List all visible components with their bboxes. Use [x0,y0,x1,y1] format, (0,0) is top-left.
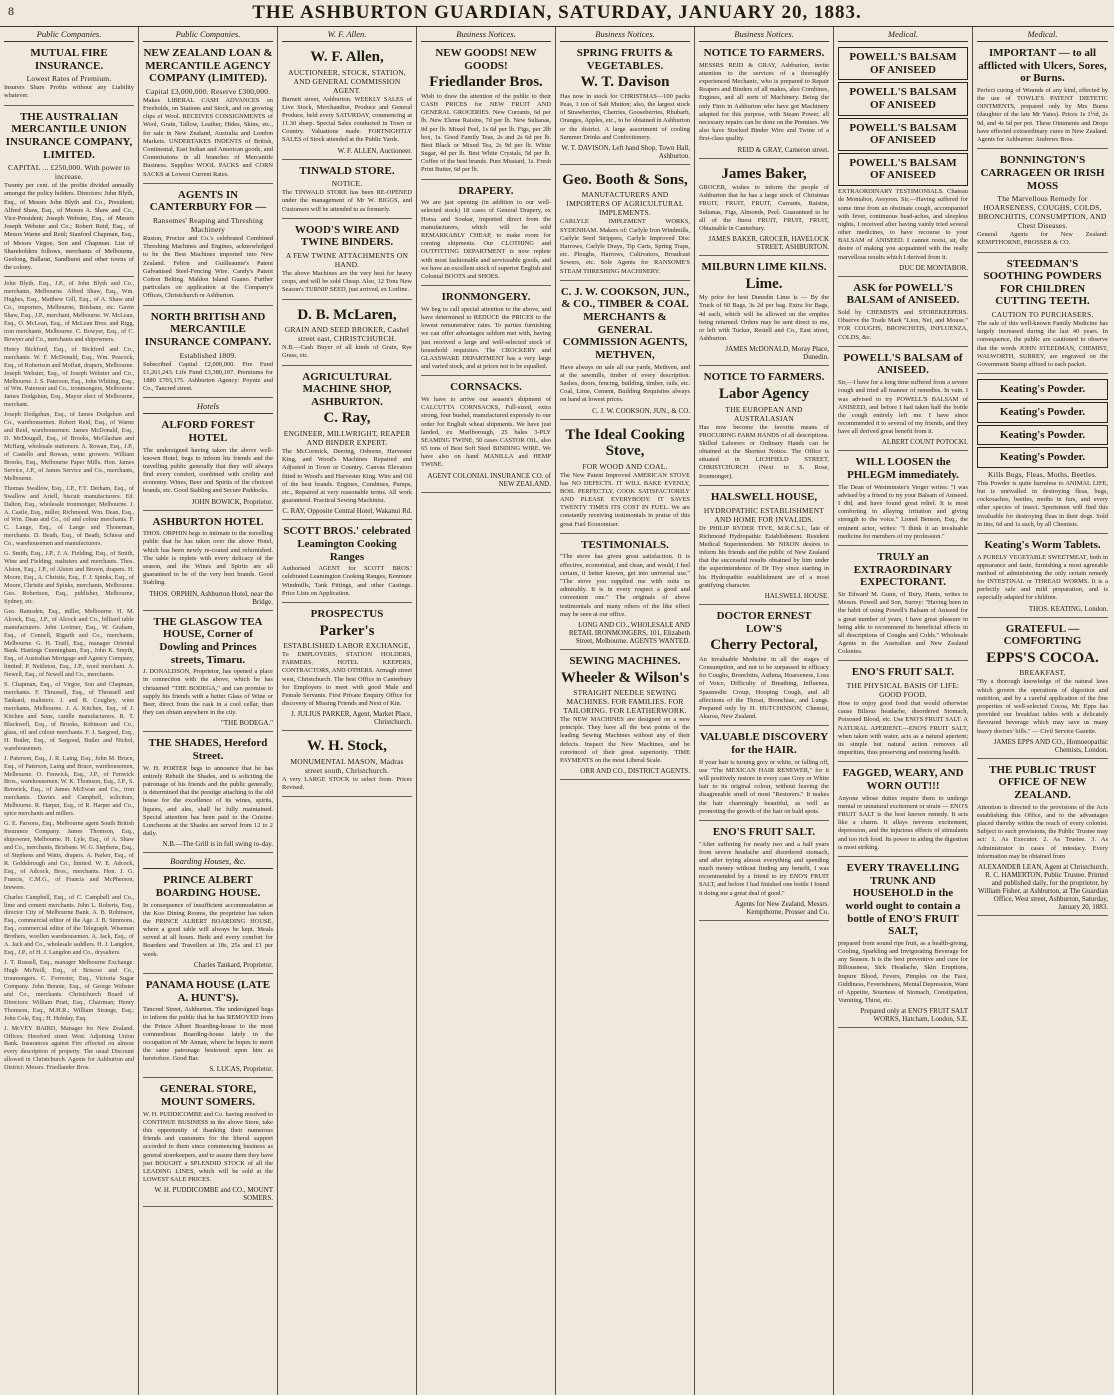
ad-subtitle: ESTABLISHED LABOR EXCHANGE, [283,641,411,651]
advertisement [838,280,968,347]
advertisement [560,423,690,534]
advertisement [977,45,1108,149]
ad-subtitle: Capital £3,000,000. Reserve £300,000. [145,86,271,96]
ad-title: ALFORD FOREST HOTEL [161,419,255,444]
ad-display-name: Friedlander Bros. [429,74,543,91]
column-header: Public Companies. [143,29,273,42]
ad-title: Keating's Powder. [977,447,1108,468]
advertisement [838,454,968,546]
ad-body: J. DONALDSON, Proprietor, has opened a place in connection with the above, which he has christened "THE BODEGA," and can promise to supply his friends with a better Glass of Wine or Beer, direct from the cask in a cool cellar, than they can obtain anywhere in the city. [143,668,273,717]
ad-title: PRINCE ALBERT BOARDING HOUSE. [155,874,261,899]
advertisement [282,606,412,731]
advertisement [143,45,273,184]
ad-title: ENO'S FRUIT SALT. [851,666,955,679]
list-item: John Blyth, Esq., J.P., of John Blyth and Co., merchants, Melbourne. Alfred Shaw, Esq., Wm. Hughes, Esq., Matthew Gill, Esq., of A. Shaw and Co., importers, Melbourne, Brisbane, etc. Gavin Shaw, Esq., J.P., merchant, Melbourne. W. McLean, Esq., O. McLean, Esq., of McLean Bros. and Rigg, iron merchants, Melbourne. C. Bowyer, Esq., of C. Bowyer and Co., merchants and shipowners. [4,280,134,343]
ad-display-name: W. T. Davison [580,74,670,91]
ad-body: Ruston, Proctor and Co.'s celebrated Combined Threshing Machines and Engines, acknowledged to be the Best Machines imported into New Zealand. Felton and Guilleaume's Patent Galvanised Steel-Fencing Wire. Candy's Patent Cotton Belting. Maldon Island Guano. Further particulars on application at the Company's Offices, Christchurch or Ashburton. [143,235,273,300]
ad-body: The McCormick, Deering, Osborne, Harvester King, and Wood's Machines Repaired and Adjusted in Town or Country. Canvas Elevators fitted to Wood's and Harvester King. Wire and Oil of the best brands. Engines, Combines, Pumps, etc., Repaired at very reasonable terms. All work guaranteed. Practical Sewing Machinist. [282,447,412,505]
ad-title: BONNINGTON'S CARRAGEEN OR IRISH MOSS [980,154,1105,192]
ad-subtitle: THE EUROPEAN AND AUSTRALASIAN [725,404,803,423]
ad-signature: ALEXANDER LEAN, Agent at Christchurch. R. C. HAMERTON, Public Trustee. Printed and published daily, for the proprietor, by William Fisher, at Ashburton, at The Guardian Office, West street, Ashburton, Saturday, January 20, 1883. [978,863,1108,911]
column [556,27,695,1395]
ad-title: GRATEFUL — COMFORTING [1003,622,1082,648]
list-item: Charles Campbell, Esq., of C. Campbell and Co., lime and cement merchants. John L. Roberts, Esq., director City of Melbourne Bank. A. B. Robinson, Esq., commercial editor of the Age. J. B. Simmons, Esq., commercial editor of the Telegraph. Wiseman Brothers, woollen warehousemen. A. Jack, Esq., of A. Jack and Co., wholesale saddlers. H. J. Langdon, Esq., J.P., of H. J. Langdon and Co., drysalters. [4,893,134,957]
ad-title: THE GLASGOW TEA HOUSE, Corner of Dowling and Princes streets, Timaru. [153,615,263,666]
advertisement [699,729,829,821]
ad-subtitle: ENGINEER, MILLWRIGHT, REAPER AND BINDER EXPERT. [283,428,411,447]
ad-title: POWELL'S BALSAM of ANISEED. [843,351,963,377]
ad-subtitle: BREAKFAST. [1019,668,1066,678]
ad-signature: W. F. ALLEN, Auctioneer. [337,146,412,155]
columns [0,27,1114,1395]
masthead [0,0,1114,27]
list-item: J. McVEY BAIRD, Manager for New Zealand. Offices: Hereford street West. Adjoining Union Bank. Insurances against Fire effected on almost every description of property. The usual Discount allowed in Christchurch. Agents for Ashburton and District: Messrs. Friedlander Bros. [4,1024,134,1072]
advertisement [977,256,1108,375]
ad-title: PROSPECTUS [310,607,384,620]
ad-signature: C. J. W. COOKSON, JUN., & CO. [592,406,690,415]
ad-signature: HALSWELL HOUSE. [764,592,829,600]
ad-body: Tancred Street, Ashburton. The undersigned begs to inform the public that he has REMOVED from the Prince Albert Boarding-house to the most commodious Boarding-house lately in the occupation of Mr Annan, where he hopes to merit the same patronage bestowed upon him as heretofore. Good Bar. [143,1006,273,1063]
ad-body: The TINWALD STORE has been RE-OPENED under the management of Mr W. BIGGS, and Customers will be attended to as formerly. [282,189,412,213]
ad-signature: W. T. DAVISON, Left hand Shop, Town Hall, Ashburton. [561,143,690,160]
ad-display-name: Lime. [745,275,783,292]
ad-display-name: Cherry Pectoral, [710,637,818,654]
advertisement [421,289,551,376]
ad-title: Keating's Powder. [977,379,1108,400]
ad-body: Makes LIBERAL CASH ADVANCES on Freeholds, on Stations and Stock, and on growing clips of Wool. RECEIVES CONSIGNMENTS of Wool, Grain, Tallow, Leather, Hides, Skins, etc., for sale in New Zealand, Australia and London Markets. UNDERTAKES INDENTS of British, Continental, East Indian and American goods, and Commissions in all branches of Mercantile Business. Supplies WOOL PACKS and CORN SACKS at Lowest Current Rates. [143,96,273,178]
ad-title: NEW GOODS! NEW GOODS! [435,47,537,72]
ad-body: Anyone whose duties require them to undergo mental or unnatural excitement or strain — ENO'S FRUIT SALT is the best known remedy. It acts like a charm. It allays nervous excitement, depression, and the injurious effects of stimulants and too rich food. Its power in aiding the digestion is most striking. [838,794,968,851]
column [278,27,417,1395]
advertisement [143,187,273,306]
ad-display-name: Labor Agency [718,386,810,403]
ad-signature: Charles Tankard, Proprietor. [193,960,273,969]
ad-title: PANAMA HOUSE (LATE A. HUNT'S). [145,978,271,1004]
ad-signature: W. H. PUDDICOMBE and CO., MOUNT SOMERS. [154,1186,273,1203]
ad-title: GENERAL STORE, MOUNT SOMERS. [159,1083,257,1109]
ad-body: The New Patent Improved AMERICAN STOVE has NO DEFECTS. IT WILL BAKE EVENLY, BOIL PERFECTLY, COOK SATISFACTORILY AND PLEASE EVERYBODY. IT SAVES TWENTY TIMES ITS COST IN FUEL. We are constantly receiving testimonials in praise of this great Fuel Economiser. [560,471,690,528]
ad-subtitle: Ransomes' Reaping and Threshing Machinery [152,216,264,235]
shareholder-list [4,280,134,1072]
page-number: 8 [8,4,14,18]
ad-title: FAGGED, WEARY, AND WORN OUT!!! [842,767,964,793]
ad-subtitle: AUCTIONEER, STOCK, STATION, AND GENERAL COMMISSION AGENT. [288,67,406,95]
advertisement [977,762,1108,916]
advertisement [560,284,690,420]
ad-title: NOTICE TO FARMERS. [703,47,825,59]
ad-subtitle: THE PHYSICAL BASIS OF LIFE: GOOD FOOD. [846,681,960,700]
ad-body: prepared from sound ripe fruit, as a health-giving, Cooling, Sparkling and Invigorating Beverage for any Season. It is the best preventive and cure for Biliousness, Sick Headache, Skin Eruptions, Impure Blood, Fevers, Pimples on the Face, Giddiness, Feverishness, Mental Depression, Want of Appetite, Sourness of Stomach, Constipation, Vomiting, Thirst, etc. [838,939,968,1005]
column [139,27,278,1395]
ad-subtitle: Established 1809. [179,350,237,360]
ad-signature: S. LUCAS, Proprietor. [209,1065,273,1074]
ad-title: ASHBURTON HOTEL [152,515,264,528]
advertisement [838,549,968,661]
column-header: Business Notices. [421,29,551,42]
advertisement [143,514,273,611]
advertisement [282,369,412,521]
ad-body: "After suffering for nearly two and a half years from severe headache and disordered stomach, and after trying almost everything and spending much money without finding any benefit, I was recommended by a friend to try ENO'S FRUIT SALT, and before I had finished one bottle I found it doing me a great deal of good." [699,840,829,897]
ad-title: THE AUSTRALIAN MERCANTILE UNION INSURANCE COMPANY, LIMITED. [5,110,133,161]
ad-subtitle: Kills Bugs, Fleas, Moths, Beetles. [988,469,1097,479]
advertisement [699,369,829,485]
ad-body: GROCER, wishes to inform the people of Ashburton that he has a large stock of Christmas FRUIT, FRUIT, FRUIT, Currants, Raisins, Sultanas, Figs, Almonds, Peel. Guaranteed to be all of the finest FRUIT, FRUIT, FRUIT, Obtainable in Canterbury. [699,184,829,232]
ad-body: If your hair is turning grey or white, or falling off, use "The MEXICAN HAIR RENEWER," for it will positively restore in every case Grey or White hair to its original colour, without leaving the disagreeable smell of most "Restorers." It makes the hair charmingly beautiful, as well as promoting the growth of the hair on bald spots. [699,758,829,815]
list-item: Joseph Dodgshun, Esq., of James Dodgshun and Co., warehousemen. Robert Reid, Esq., of Warne and Reid, warehousemen. James McDonald, Esq., D. McDougall, Esq., of Brooks, McGlashan and McHarg, wholesale stationers. A. Rowan, Esq., J.P., of Castello and Rowan, wine growers. William Brooks, Esq., Melbourne Paper Mills. Hon. James Service, J.P., of James Service and Co., merchants, Melbourne. [4,411,134,482]
ad-title: AGRICULTURAL MACHINE SHOP, ASHBURTON. [302,370,392,408]
advertisement [143,735,273,853]
column-header: Business Notices. [699,29,829,42]
ad-title: IRONMONGERY. [441,291,531,304]
ad-body: "By a thorough knowledge of the natural laws which govern the operations of digestion and nutrition, and by a careful application of the fine properties of well-selected Cocoa, Mr. Epps has provided our breakfast tables with a delicately flavoured beverage which may save us many heavy doctors' bills." — Civil Service Gazette. [977,678,1108,735]
advertisement [282,45,412,160]
ad-title: DRAPERY. [458,184,514,197]
ad-title: TESTIMONIALS. [581,538,669,551]
advertisement [977,537,1108,618]
ad-title: POWELL'S BALSAM OF ANISEED [838,118,968,151]
ad-title: THE SHADES, Hereford Street. [148,737,268,762]
ad-title: POWELL'S BALSAM OF ANISEED [838,153,968,186]
advertisement [421,379,551,492]
advertisement [838,664,968,762]
ad-signature: JAMES McDONALD, Moray Place, Dunedin. [725,345,829,362]
ad-title: Keating's Worm Tablets. [984,538,1101,551]
ad-title: W. H. Stock, [307,738,387,755]
ad-title: D. B. McLaren, [297,306,397,323]
ad-title: SPRING FRUITS & VEGETABLES. [576,47,674,72]
ad-body: Dr PHILIP RYDER TIVE, M.R.C.S.I., late of Richmond Hydropathic Establishment. Resident Medical Superintendent. Mr NIXON desires to inform his friends and the public of New Zealand that the successful results obtained by him under the superintendence of Dr Tivy since starting in his Hydropathic establishment are of a most gratifying character. [699,524,829,589]
advertisement [143,309,273,399]
ad-body: THOS. ORPHIN begs to intimate to the travelling public that he has taken over the above Hotel, which has been newly re-coated and refurnished. The table is replete with every delicacy of the season, and the Wines and Spirits are all guaranteed to be of the very best brands. Good Stabling. [143,530,273,587]
ad-title: IMPORTANT — to all afflicted with Ulcers, Sores, or Burns. [978,47,1107,85]
ad-body: My price for best Dunedin Lime is — By the Truck of 60 Bags, 3s 2d per bag. Extra for Bags, 4d each, which will be allowed on the empties being returned. Orders may be sent direct to me, or left with Tucker, Restell and Co., East street, Ashburton. [699,294,829,343]
column [695,27,834,1395]
advertisement [282,222,412,300]
ad-subtitle: HYDROPATHIC ESTABLISHMENT AND HOME FOR INVALIDS. [703,505,825,524]
ad-title: NOTICE TO FARMERS. [703,371,825,384]
ad-title: C. J. W. COOKSON, JUN., & CO., TIMBER & COAL MERCHANTS & GENERAL COMMISSION AGENTS, METHVEN, [560,285,690,361]
ad-title: Keating's Powder. [977,425,1108,446]
ad-title: HALSWELL HOUSE, [710,490,818,503]
advertisement [699,162,829,257]
advertisement [143,872,273,974]
advertisement [143,614,273,733]
advertisement [699,608,829,726]
list-item: G. Smith, Esq., J.P., J. A. Fielding, Esq., of Smith, Wine and Fielding, maltsters and merchants. Thos. Alston, Esq., J.P., of Alston and Brown, drapers. H. Moore, Esq., A. Christie, Esq., F. J. Spinks, Esq., of Moore, Christie and Spinks, merchants, Melbourne. Geo. Robertson, Esq., publisher, Melbourne, Sydney, etc. [4,550,134,605]
ad-title: WILL LOOSEN the PHLEGM immediately. [847,456,959,482]
ad-body: The undersigned having taken the above well-known Hotel, begs to inform his friends and the travelling public generally that they will always find every comfort, combined with civility and economy. Wines, Beer and Spirits of the choicest brands, etc. Good Stabling and Secure Paddocks. [143,446,273,495]
ad-title: ASK for POWELL'S BALSAM of ANISEED. [846,281,960,307]
list-item: J. T. Russell, Esq., manager Melbourne Exchange. Hugh McNeill, Esq., of Briscoe and Co., ironmongers. C. Forrester, Esq., Victoria Sugar Company. John Bennie, Esq., of George Webster and Co., merchants. Christchurch Board of Directors: William Pratt, Esq., Chairman; Henry Thomson, Esq., M.H.R.; William Strange, Esq.; John Cole, Esq.; H. Hobday, Esq. [4,959,134,1022]
advertisement [282,163,412,219]
list-item: G. E. Parsons, Esq., Melbourne agent South British Insurance Company. James Thomson, Esq., shipowner, Melbourne. H. Lyle, Esq., of A. Shaw and Co., merchants, Brisbane. W. G. Stephens, Esq., of Stephens and Watts, drapers. A. Parker, Esq., of R. Goldsbrough and Co., limited. W. E. Adcock, Esq., of Adcock, Bros., merchants. Hon. J. G. Francis, C.M.G., of Francis and McPherson, brewers. [4,820,134,891]
section-header: Hotels [143,401,273,414]
ad-subtitle: A FEW TWINE ATTACHMENTS ON HAND. [285,251,409,270]
column [973,27,1112,1395]
ad-body: We have to arrive our season's shipment of CALCUTTA CORNSACKS, Full-sized, extra strong, four bushel, manufactured expressly to our order for English wheat shipments. We have just landed, ex Marlborough, 25 bales 3-PLY SEAMING TWINE, 50 cases CASTOR OIL, also 65 tons of Best Soft Steel BINDING WIRE. We have also on hand MANILLA and HEMP TWINE. [421,395,551,469]
column-header: Business Notices. [560,29,690,42]
ad-signature: THOS. ORPHIN, Ashburton Hotel, near the Bridge. [149,589,273,606]
ad-signature: AGENT COLONIAL INSURANCE CO. of NEW ZEALAND. [427,471,551,488]
advertisement [421,45,551,180]
advertisement [977,152,1108,252]
ad-body: A very LARGE STOCK to select from. Prices Revised. [282,775,412,792]
ad-body: The Dean of Westminster's Verger writes: "I was advised by a friend to try your Balsam of Aniseed. I did, and have found great relief. It is most comforting in allaying irritation and giving strength to the voice." Lionel Benson, Esq., the eminent actor, writes: "I think it an invaluable medicine for members of my profession." [838,483,968,540]
ad-title: NEW ZEALAND LOAN & MERCANTILE AGENCY COMPANY (LIMITED). [143,47,273,85]
ad-signature: ORR AND CO., DISTRICT AGENTS. [580,767,690,776]
ad-signature: Agents for New Zealand, Messrs. Kempthorne, Prosser and Co. [734,899,829,916]
advertisement [838,45,968,277]
column-header: Medical. [977,29,1108,42]
ad-subtitle: FOR WOOD AND COAL. [582,461,668,471]
ad-body: The sale of this well-known Family Medicine has largely increased during the last 40 years. In consequence, the public are cautioned to observe that the words JOHN STEEDMAN, CHEMIST, WALWORTH, SURREY, are engraved on the Government Stamp affixed to each packet. [977,320,1108,369]
ad-title: MUTUAL FIRE INSURANCE. [30,47,108,72]
ad-subtitle: MANUFACTURERS AND IMPORTERS OF AGRICULTURAL IMPLEMENTS. [566,190,684,218]
ad-title: SCOTT BROS.' celebrated Leamington Cooking Ranges [283,525,411,563]
list-item: Geo. Ramsden, Esq., miller, Melbourne. H. M. Alcock, Esq., J.P., of Alcock and Co., billiard table manufacturers. John Lorimer, Esq., W. Graham, Esq., of Connell, Rigarth and Co., merchants, Melbourne. G. H. Traill, Esq., manager Oriental Bank. Hastings Cunningham, Esq., John K. Smyth, Esq., of Australian Mortgage and Agency Company, limited. P. Nettleton, Esq., J.P., wool merchant. A. Newell, Esq., of Newell and Co., merchants. [4,607,134,679]
advertisement [282,523,412,603]
ad-title: NORTH BRITISH AND MERCANTILE INSURANCE COMPANY. [144,310,272,348]
ad-body: EXTRAORDINARY TESTIMONIALS. Chateau de Montabor, Aveyron. Sir,—Having suffered for some time from an obstinate cough, accompanied with fever, continuous head-aches, and sleepless nights, I received after having vainly tried several other medicines, to have recourse to your BALSAM of ANISEED. I cannot resist, sir, the desire of making you acquainted with the really marvellous results which I derived from it. [838,188,968,261]
ad-title: TRULY an EXTRAORDINARY EXPECTORANT. [853,551,953,589]
advertisement [699,259,829,366]
ad-title: Keating's Powder. [977,402,1108,423]
ad-title: ENO'S FRUIT SALT. [712,825,816,838]
ad-body: W. H. PORTER begs to announce that he has entirely Rebuilt the Shades, and is soliciting the patronage of his friends and the public generally, is determined that the prestige attaching to the old house for the excellence of its wines, spirits, liquors, and ales, shall be fully maintained. Special attention has been paid to the Cuisine. Luncheons at the Shades are served from 12 to 2 daily. [143,764,273,838]
ad-body: Has now in stock for CHRISTMAS—100 packs Peas, 1 ton of Salt Mutton; also, the largest stock of Strawberries, Cherries, Gooseberries, Rhubarb, Oranges, Apples, etc., to be obtained in Ashburton or the district. A large assortment of cooling Summer Drinks and Confectionery. [560,92,690,141]
advertisement [560,653,690,780]
ad-title: DOCTOR ERNEST LOW'S [716,610,812,635]
ad-signature: "THE BODEGA." [221,719,273,728]
ad-title: SEWING MACHINES. [569,654,681,667]
column-header: W. F. Allen. [282,29,412,42]
ad-body: We are just opening (in addition to our well-selected stock) 18 cases of General Drapery, ex Horsa and Soukar, imported direct from the manufacturers, which will be sold REMARKABLY CHEAP, to make room for coming shipments. Our CLOTHING and OUTFITTING DEPARTMENT is now replete with most fashionable and serviceable goods, and we have an excellent stock of superior English and Colonial BOOTS and SHOES. [421,199,551,280]
ad-body: To EMPLOYERS, STATION HOLDERS, FARMERS, HOTEL KEEPERS, CONTRACTORS, AND OTHERS. Armagh street west, Christchurch. The best Office in Canterbury for Employers to meet with good Male and Female Servants. First Private Enquiry Office for discovery of Missing Friends and Next of Kin. [282,651,412,708]
advertisement [977,621,1108,759]
ad-title: James Baker, [721,165,807,182]
ad-signature: LONG AND CO., WHOLESALE AND RETAIL IRONMONGERS, 101, Elizabeth Street, Melbourne. AGENTS WANTED. [568,620,690,645]
ad-body: The above Machines are the very best for heavy crops, and will be sold Cheap. Also, 12 Tons New Season's TURNIP SEED, just arrived, ex Lorline. [282,270,412,294]
ad-signature: Prepared only at ENO'S FRUIT SALT WORKS, Hatcham, London, S.E. [860,1007,968,1024]
ad-title: THE PUBLIC TRUST OFFICE OF NEW ZEALAND. [989,763,1096,802]
list-item: Henry Bickford, Esq., of Bickford and Co., merchants. W. F. McDonald, Esq., Wm. Peacock, Esq., of Robertson and Moffatt, drapers, Melbourne. Joseph Webster, Esq., of Joseph Webster and Co., Melbourne. J. S. Paterson, Esq., John Whiting, Esq., of Wm. Paterson and Co., ironmongers, Melbourne. James Dodgshun, Esq., Mayor elect of Melbourne, merchant. [4,345,134,409]
ad-title: POWELL'S BALSAM OF ANISEED [838,82,968,115]
ad-signature: THOS. KEATING, London. [1028,604,1108,613]
ad-signature: DUC DE MONTABOR. [899,263,968,272]
advertisement [838,765,968,857]
ad-body: Insurers Share Profits without any Liability whatever. [4,84,134,100]
ad-body: This Powder is quite harmless to ANIMAL LIFE, but is unrivalled in destroying fleas, bugs, cockroaches, beetles, moths in furs, and every other species of insect. Sportsmen will find this invaluable for destroying fleas in their dogs. Sold in tins, 6d and 1s each, by all Chemists. [977,479,1108,528]
ad-body: In consequence of insufficient accommodation at the Koo Dining Rooms, the proprietor has taken the PRINCE ALBERT BOARDING HOUSE, where a good table will always be kept. Meals served at all hours. Beds and every comfort for Boarders and Travellers at 18s, 25s and £1 per week. [143,901,273,958]
ad-signature: N.B.—The Grill is in full swing to-day. [162,840,273,849]
ad-display-name: Parker's [319,622,375,639]
ad-subtitle: MONUMENTAL MASON, Madras street south, Christchurch. [290,756,404,775]
advertisement [143,417,273,510]
ad-display-name: C. Ray, [323,410,371,427]
ad-signature: JOHN BOWICK, Proprietor. [191,497,273,506]
ad-body: Attention is directed to the provisions of the Acts establishing this Office, and to the advantages placed thereby within the reach of every colonist. Subject to such provisions, the Public Trustee may act: 1. As Executor. 2. As Trustee. 3. As Administrator in cases of intestacy. Every information may be obtained from [977,803,1108,860]
ad-signature: JAMES BAKER, GROCER, HAVELOCK STREET, ASHBURTON. [708,235,829,252]
advertisement [560,45,690,165]
column [417,27,556,1395]
ad-body: The NEW MACHINES are designed on a new principle. They have all the best points of the leading Sewing Machines without any of their defects. Inspect the New Machines, and be convinced of their great superiority. TIME PAYMENTS on the most Liberal Scale. [560,716,690,765]
ad-body: Sir,—I have for a long time suffered from a severe cough and tried all manner of remedies. In vain. I was advised to try POWELL'S BALSAM of ANISEED, and before I had taken half the bottle the cough entirely left me. I have since recommended it to several of my friends, and they have all derived great benefit from it. [838,379,968,436]
ad-body: General Agents for New Zealand: KEMPTHORNE, PROSSER & CO. [977,231,1108,247]
advertisement [143,1081,273,1207]
advertisement [699,45,829,159]
ad-title: AGENTS IN CANTERBURY FOR — [149,188,267,214]
ad-signature: JAMES EPPS AND CO., Homoeopathic Chemists, London. [993,737,1108,754]
ad-body: Twenty per cent. of the profits divided annually amongst the policy holders. Directors: John Blyth, Esq., of Messrs John Blyth and Co., President; Alfred Shaw, Esq., of Messrs A. Shaw and Co., Vice-President; Joseph Webster, Esq., of Messrs Joseph Webster and Co.; Robert Reid, Esq., of Messrs Warne and Reid; Stanford Chapman, Esq., of Messrs Virgoe, Son and Chapman. List of Shareholders follows, merchants of Melbourne, Geelong, Ballarat, Sandhurst and other towns of the colony. [4,182,134,272]
ad-title: Geo. Booth & Sons, [562,171,688,188]
ad-subtitle: CAUTION TO PURCHASERS. [991,310,1094,320]
advertisement [282,303,412,366]
ad-subtitle: Lowest Rates of Premium. [26,74,112,84]
advertisement [699,824,829,921]
list-item: S. Chapman, Esq., of Virgoe, Son and Chapman, merchants. F. Thrussell, Esq., of Thrussell and Tankard, maltsters. J. and R. Coughey, wine merchants, Melbourne. J. A. Kitchen, Esq., of J. Kitchen and Sons, candle manufacturers. R. T. Blackwell, Esq., of Brooks, Robinson and Co., glass, oil and colour merchants. F. J. Sargood, Esq., H. Butler, Esq., of Sargood, Butler and Nichol, warehousemen. [4,681,134,752]
ad-title: POWELL'S BALSAM OF ANISEED [838,47,968,80]
ad-body: Sir Edward M. Gunn, of Bury, Hants, writes to Messrs. Powell and Son, Surrey: "Having been in the habit of using Powell's Balsam of Aniseed for a great number of years, I have great pleasure in being able to recommend its beneficial effects in all descriptions of Coughs and Colds." Wholesale Agents in the Australian and New Zealand Colonies. [838,590,968,656]
ad-title: STEEDMAN'S SOOTHING POWDERS FOR CHILDREN CUTTING TEETH. [983,257,1102,308]
list-item: J. Paterson, Esq., J. R. Laing, Esq., John M. Bruce, Esq., of Paterson, Laing and Bruce, warehousemen, Melbourne. O. Fenwick, Esq., J.P., of Fenwick Bros., warehousemen. W. K. Thomson, Esq., J.P., S. Renwick, Esq., of James McEwan and Co., iron merchants. Davies and Campbell, solicitors, Melbourne. R. Harper, Esq., of R. Harper and Co., spice merchants and millers. [4,754,134,818]
ad-subtitle: The Marvellous Remedy for HOARSENESS, COUGHS, COLDS, BRONCHITIS, CONSUMPTION, AND Chest Diseases. [978,194,1107,231]
ad-body: Has now become the favorite means of PROCURING FARM HANDS of all descriptions. Skilled Laborers or Ordinary Hands can be obtained at the Shortest Notice. The Office is situated in LICHFIELD STREET, CHRISTCHURCH (Next to S. Rose, Ironmonger). [699,423,829,480]
advertisement [421,183,551,287]
ad-title: CORNSACKS. [450,381,522,394]
ad-body: CARLYLE IMPLEMENT WORKS, SYDENHAM. Makers of: Carlyle Iron Windmills, Carlyle Seed Strippers, Carlyle Improved Disc Harrows, Carlyle Drays, Tip Carts, Spring Traps, etc. Ploughs, Harrows, Cultivators, Broadcast Sowers, etc. Sole Agents for RANSOME'S STEAM THRESHING MACHINERY. [560,218,690,275]
advertisement [699,489,829,605]
ad-title: MILBURN LIME KILNS. [701,261,827,274]
ad-title: VALUABLE DISCOVERY for the HAIR. [699,731,829,756]
ad-subtitle: CAPITAL ... £250,000. With power to increase. [8,163,130,182]
ad-subtitle: STRAIGHT NEEDLE SEWING MACHINES. FOR FAMILIES. FOR TAILORING. FOR LEATHERWORK. [563,688,687,716]
ad-display-name: EPPS'S COCOA. [986,649,1099,666]
advertisement [4,109,134,278]
newspaper-title: THE ASHBURTON GUARDIAN, SATURDAY, JANUARY 20, 1883. [252,2,862,23]
column-header: Public Companies. [4,29,134,42]
ad-signature: REID & GRAY, Cameron street. [737,145,829,154]
ad-body: We beg to call special attention to the above, and have determined to REDUCE the PRICES to the lowest remunerative rates. To parties furnishing we can offer advantages seldom met with, having just received a large and well-selected stock of household requisites. The CROCKERY and GLASSWARE DEPARTMENT has a very large and varied stock, and at prices not to be equalled. [421,305,551,371]
list-item: Thomas Swallow, Esq., J.P., F.T. Derham, Esq., of Swallow and Ariell, biscuit manufacturers. Ed. Dalton, Esq., wholesale ironmonger, Melbourne. J. A. Castle, Esq., miller, Richmond. Wm. Dean, Esq., of Wm. Dean and Co., oil and colour merchants. F. C. Lange, Esq., of Lange and Thoneman, merchants. D. Beath, Esq., of Beath, Schiess and Co., warehousemen and manufacturers. [4,484,134,548]
ad-body: Perfect curing of Wounds of any kind, effected by the use of TOWLE'S PATENT DIETETIC OINTMENTS, prepared only by Mrs Burns (daughter of the late Mr Yates). Prices 1s 1½d, 2s 9d, and 4s 6d per pot. These Ointments and Drops have effected extraordinary cures in New Zealand. Agents for Ashburton: Andrews Bros. [977,86,1108,144]
advertisement [838,860,968,1028]
section-header: Boarding Houses, &c. [143,856,273,869]
ad-body: Subscribed Capital £2,000,000. Fire Fund £1,261,243. Life Fund £3,380,107. Premiums for 1880 £703,175. Ashburton Agency: Poyntz and Co., Tancred street. [143,360,273,393]
advertisement [560,168,690,281]
ad-display-name: Wheeler & Wilson's [560,669,690,686]
ad-title: WOOD'S WIRE AND TWINE BINDERS. [294,223,400,249]
ad-body: A PURELY VEGETABLE SWEETMEAT, both in appearance and taste, furnishing a most agreeable method of administering the only certain remedy for INTESTINAL or THREAD WORMS. It is a perfectly safe and mild preparation, and is especially adapted for children. [977,553,1108,602]
ad-title: W. F. Allen, [310,49,384,65]
ad-body: An invaluable Medicine in all the stages of Consumption, and not to be surpassed in efficacy for Coughs, Bronchitis, Asthma, Hoarseness, Loss of Voice, Difficulty of Breathing, Influenza, Spasmodic Croup, Hooping Cough, and all affections of the Throat, Bronchiae, and Lungs. Prepared only by H. HUTCHINSON, Chemist, Akaroa, New Zealand. [699,655,829,721]
advertisement [977,377,1108,534]
ad-body: Burnett street, Ashburton. WEEKLY SALES of Live Stock, Merchandise, Produce and General Produce, held every SATURDAY, commencing at 11.30 sharp. Special Sales conducted in Town or Country. Valuations made. FORTNIGHTLY SALES of Stock attended at the Public Yards. [282,95,412,144]
ad-signature: C. RAY, Opposite Central Hotel, Wakanui Rd. [282,507,412,516]
column [0,27,139,1395]
column [834,27,973,1395]
ad-signature: ALBERT COUNT POTOCKI. [881,438,968,447]
ad-body: Authorised AGENT for SCOTT BROS.' celebrated Leamington Cooking Ranges, Kenmure Windmills, Tank Fittings, and other Castings. Price Lists on Application. [282,565,412,597]
advertisement [4,45,134,106]
ad-title: The Ideal Cooking Stove, [565,426,685,459]
ad-body: Sold by CHEMISTS and STOREKEEPERS. Observe the Trade Mark "Lion, Net, and Mouse." FOR COUGHS, BRONCHITIS, INFLUENZA, COLDS, &c. [838,309,968,341]
advertisement [560,537,690,650]
advertisement [282,734,412,797]
ad-body: Have always on sale all our yards, Methven, and at the sawmills, timber of every description. Sashes, doors, fencing, building, timber, rails, etc. Coal, Lime, Cement, Building Requisites always on hand at lowest prices. [560,363,690,404]
ad-subtitle: NOTICE. [331,179,363,189]
ad-signature: J. JULIUS PARKER, Agent, Market Place, Christchurch. [291,710,412,727]
ad-subtitle: GRAIN AND SEED BROKER, Cashel street east, CHRISTCHURCH. [284,325,410,344]
column-header: Medical. [838,29,968,42]
ad-body: Wish to draw the attention of the public to their CASH PRICES for NEW FRUIT AND GENERAL GROCERIES. New Currants, 6d per lb. New Eleme Raisins, 7d per lb. New Sultanas, 8d per lb. Mixed Peel, 1s 6d per lb. Figs, per 2lb box, 1s. Good Family Teas, 2s and 2s 6d per lb. Best Black or Mixed Tea, 2s 9d per lb. White Sugar, 4d per lb. Best White Crystals, 5d per lb. Coffee of the best brands. Pure Mustard, 1s. Fresh Print Butter, 6d per lb. [421,92,551,174]
ad-body: N.B.—Cash Buyer of all kinds of Grain, Rye Grass, etc. [282,344,412,360]
ad-body: How to enjoy good food that would otherwise cause Bilious headache, disordered Stomach, Poisoned Blood, etc. Use ENO'S FRUIT SALT. A NATURAL APERIENT.—ENO'S FRUIT SALT, when taken with water, acts as a natural aperient; its simple but natural action removes all impurities, thus preserving and restoring health. [838,700,968,757]
ad-title: TINWALD STORE. [299,164,395,177]
ad-body: MESSRS REID & GRAY, Ashburton, invite attention to the services of a thoroughly experienced Mechanic, who is prepared to Repair Reapers and Binders of all makes, also Combines, Engines, and all sorts of Machinery. Being the only Firm in Ashburton who have got Machinery adapted for this purpose, with Steam Power, all necessary repairs can be done on the Premises. We also have Stocked Binder Wire and Twine of a first-class quality. [699,61,829,143]
advertisement [838,350,968,452]
ad-body: W. H. PUDDICOMBE and Co. having resolved to CONTINUE BUSINESS in the above Store, take this opportunity of thanking their numerous friends and customers for the liberal support accorded to them since commencing business as general storekeepers, and to assure them they have just BOUGHT a SPLENDID STOCK of all the LEADING LINES, which will be sold at the LOWEST SALE PRICES. [143,1110,273,1184]
ad-body: "The stove has given great satisfaction. It is effective, economical, and clean, and would, I feel certain, if better known, get into universal use." "The stove you supplied me with suits us admirably. It is in every respect a good and convenient one." The originals of above testimonials and many others of the like effect may be seen at our office. [560,553,690,618]
ad-title: EVERY TRAVELLING TRUNK AND HOUSEHOLD in the world ought to contain a bottle of ENO'S FRUIT SALT, [845,862,961,938]
advertisement [143,977,273,1079]
